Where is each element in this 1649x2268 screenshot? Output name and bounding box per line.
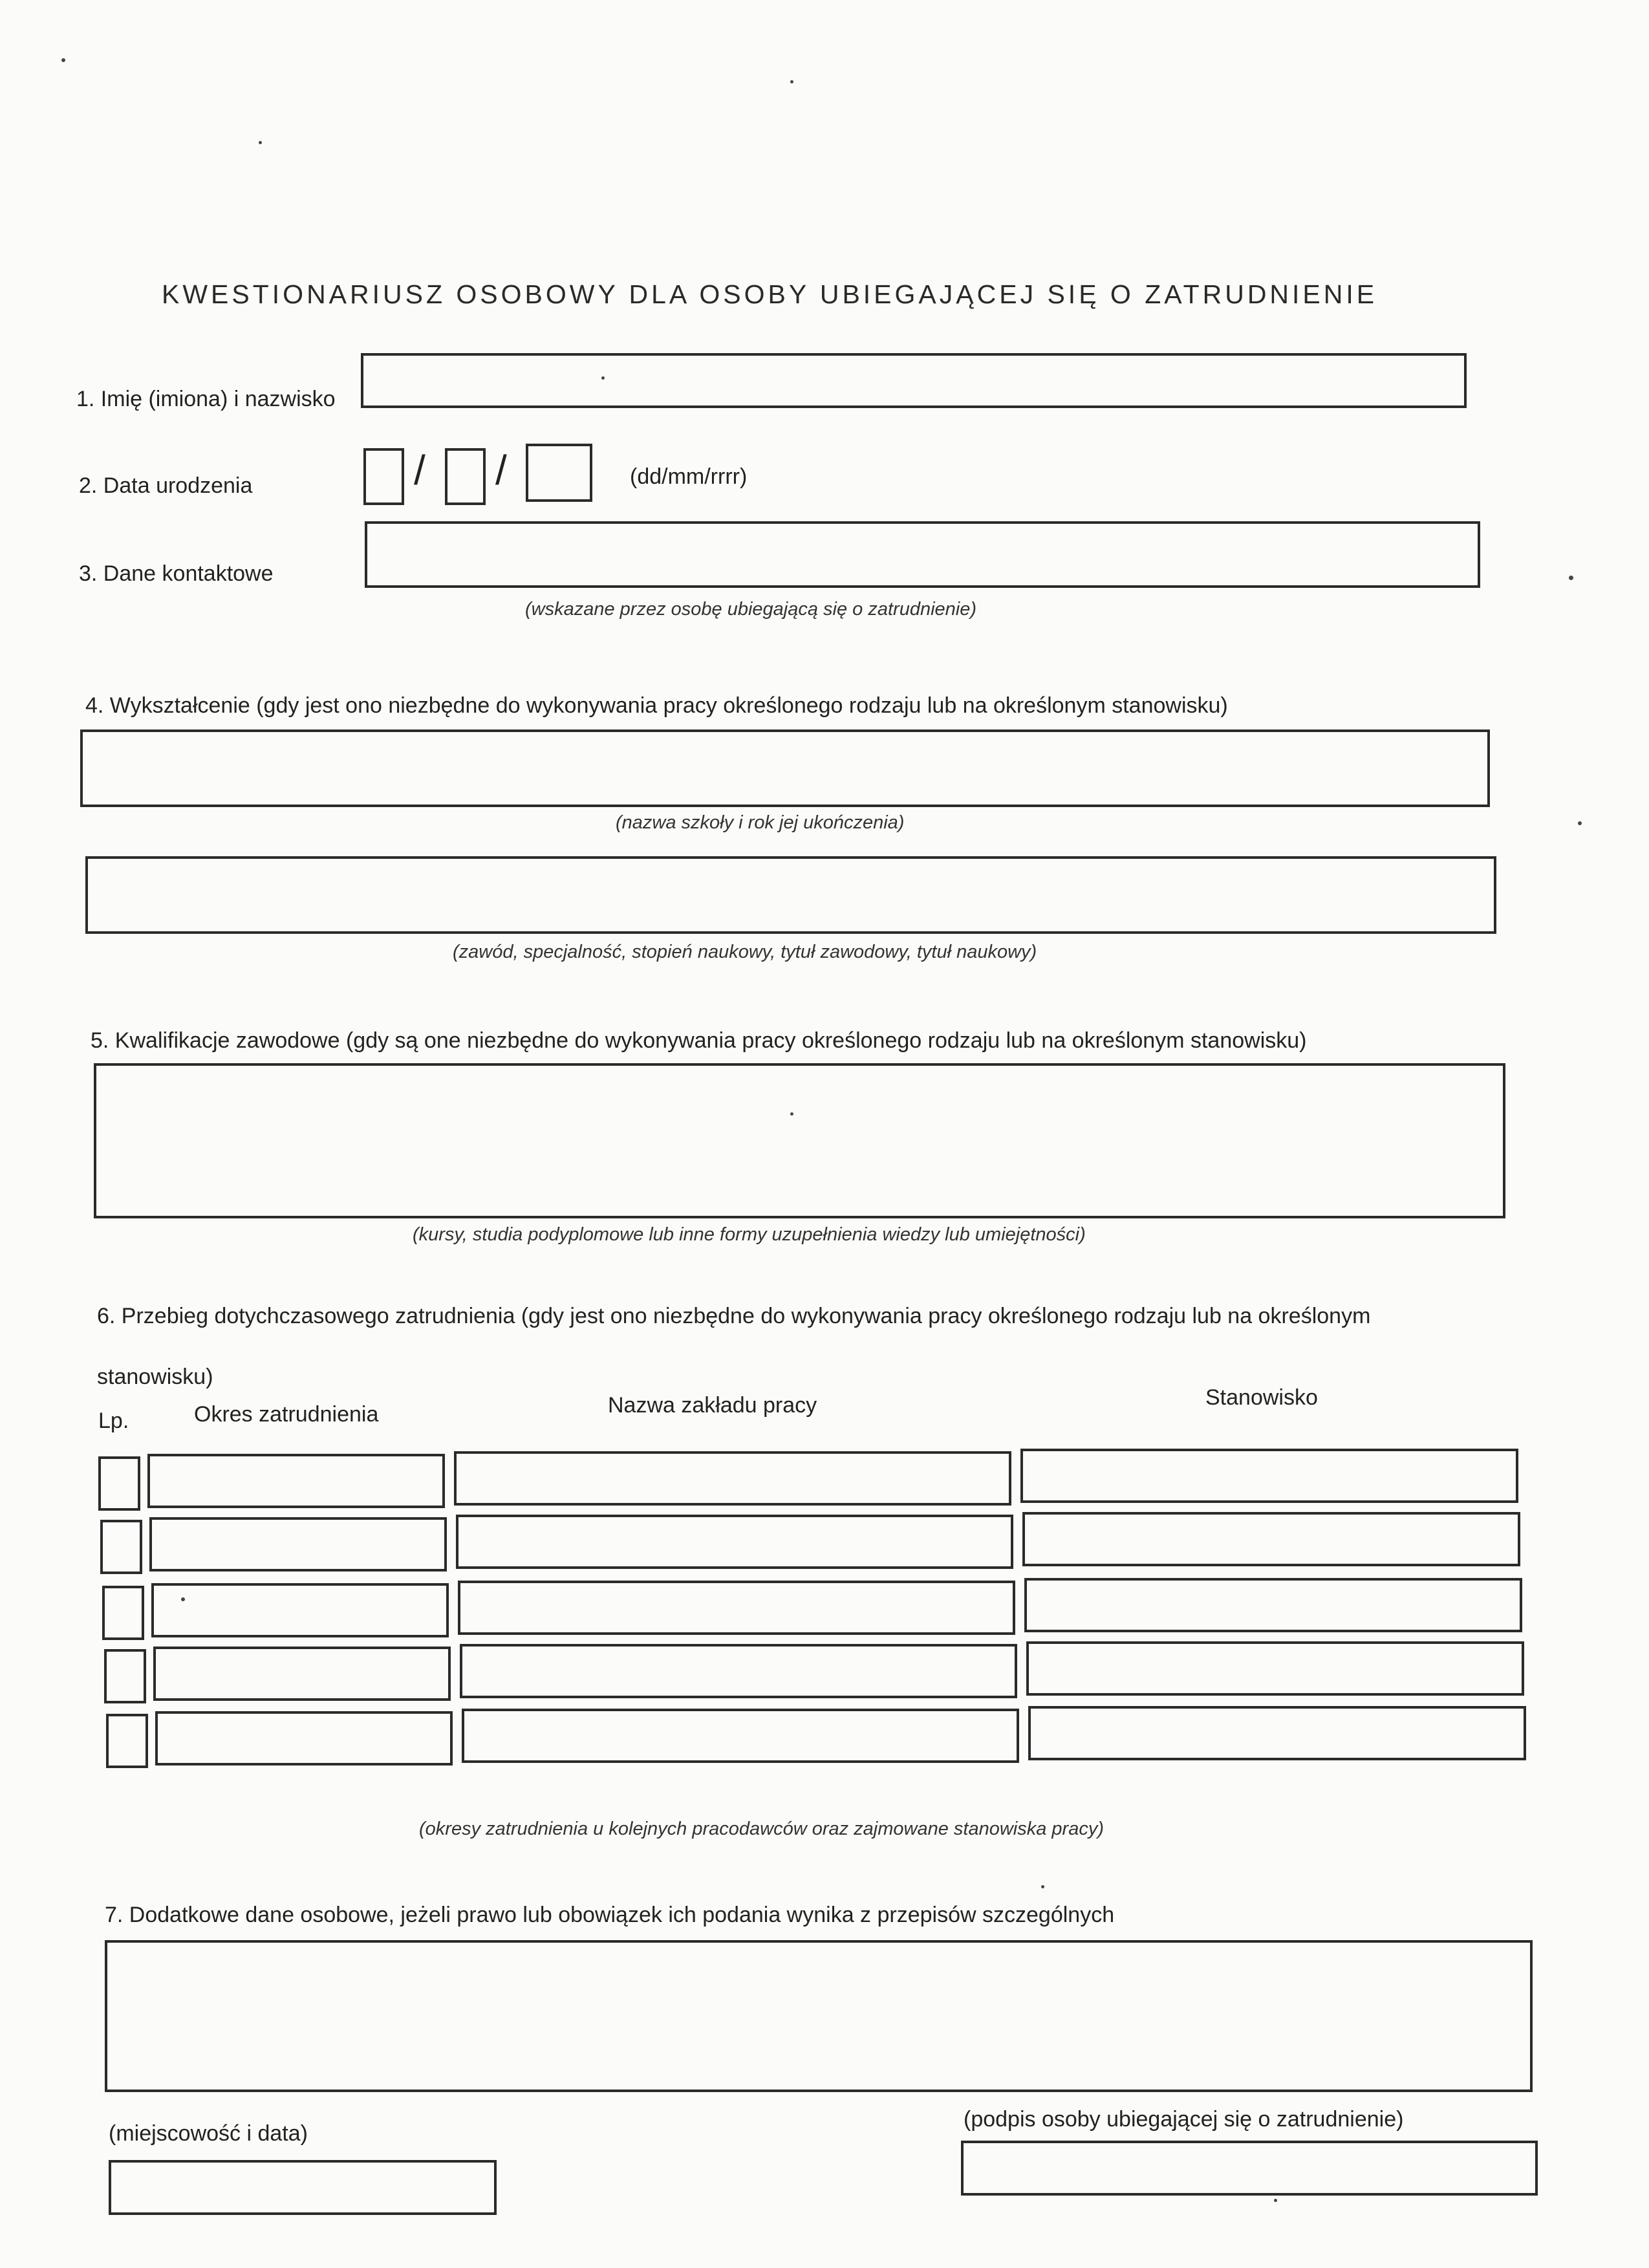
position-cell[interactable] [1028,1706,1526,1760]
position-cell[interactable] [1026,1641,1524,1696]
date-separator: / [414,447,426,493]
employment-hint: (okresy zatrudnienia u kolejnych pracodawców oraz zajmowane stanowiska pracy) [419,1819,1104,1839]
profession-hint: (zawód, specjalność, stopień naukowy, tytuł zawodowy, tytuł naukowy) [453,942,1037,962]
place-date-label: (miejscowość i data) [109,2121,308,2146]
scan-speck [1578,821,1582,825]
employment-label: 6. Przebieg dotychczasowego zatrudnienia (gdy jest ono niezbędne do wykonywania pracy określonego rodzaju lub na określonym [97,1304,1371,1328]
period-cell[interactable] [149,1517,447,1571]
position-cell[interactable] [1022,1512,1520,1566]
employment-label-cont: stanowisku) [97,1365,213,1389]
qualifications-label: 5. Kwalifikacje zawodowe (gdy są one niezbędne do wykonywania pracy określonego rodzaju lub na określonym stanowisku) [91,1028,1307,1053]
lp-cell[interactable] [98,1456,140,1511]
period-cell[interactable] [147,1454,445,1508]
scan-speck [61,58,65,62]
employer-cell[interactable] [454,1451,1011,1506]
name-label: 1. Imię (imiona) i nazwisko [76,387,336,411]
qualifications-hint: (kursy, studia podyplomowe lub inne formy uzupełnienia wiedzy lub umiejętności) [413,1224,1086,1245]
additional-data-input[interactable] [105,1940,1533,2092]
period-cell[interactable] [153,1647,451,1701]
birth-date-label: 2. Data urodzenia [79,473,253,498]
name-input[interactable] [361,353,1467,408]
scan-speck [181,1597,185,1601]
birth-year-input[interactable] [526,444,592,502]
qualifications-input[interactable] [94,1063,1505,1218]
scan-speck [1569,576,1573,580]
birth-month-input[interactable] [445,448,486,505]
school-hint: (nazwa szkoły i rok jej ukończenia) [616,812,905,833]
place-date-input[interactable] [109,2160,497,2215]
date-format-hint: (dd/mm/rrrr) [630,464,748,489]
lp-cell[interactable] [106,1714,148,1768]
scan-speck [259,141,262,144]
employer-cell[interactable] [458,1581,1015,1635]
school-input[interactable] [80,729,1490,807]
employer-cell[interactable] [460,1644,1017,1698]
scan-speck [1041,1885,1044,1888]
profession-input[interactable] [85,856,1496,934]
contact-input[interactable] [365,521,1480,588]
signature-label: (podpis osoby ubiegającej się o zatrudnienie) [964,2107,1404,2132]
employer-cell[interactable] [462,1709,1019,1763]
signature-input[interactable] [961,2141,1538,2196]
scan-speck [601,376,605,380]
contact-hint: (wskazane przez osobę ubiegającą się o zatrudnienie) [525,599,977,620]
position-cell[interactable] [1020,1449,1518,1503]
scan-speck [790,1112,793,1116]
period-cell[interactable] [151,1583,449,1637]
scan-speck [1274,2199,1277,2202]
birth-day-input[interactable] [363,448,404,505]
contact-label: 3. Dane kontaktowe [79,561,274,586]
employer-cell[interactable] [456,1515,1013,1569]
lp-cell[interactable] [100,1520,142,1574]
position-cell[interactable] [1024,1578,1522,1632]
col-header-employer: Nazwa zakładu pracy [608,1393,817,1418]
additional-data-label: 7. Dodatkowe dane osobowe, jeżeli prawo lub obowiązek ich podania wynika z przepisów szczególnych [105,1903,1115,1927]
education-label: 4. Wykształcenie (gdy jest ono niezbędne do wykonywania pracy określonego rodzaju lub na określonym stanowisku) [85,693,1228,718]
lp-cell[interactable] [102,1586,144,1640]
col-header-position: Stanowisko [1205,1385,1318,1410]
scan-speck [790,80,793,83]
period-cell[interactable] [155,1711,453,1766]
col-header-period: Okres zatrudnienia [194,1402,379,1427]
date-separator: / [495,447,507,493]
lp-cell[interactable] [104,1649,146,1703]
col-header-lp: Lp. [98,1409,129,1433]
form-title: KWESTIONARIUSZ OSOBOWY DLA OSOBY UBIEGAJĄCEJ SIĘ O ZATRUDNIENIE [162,279,1378,309]
